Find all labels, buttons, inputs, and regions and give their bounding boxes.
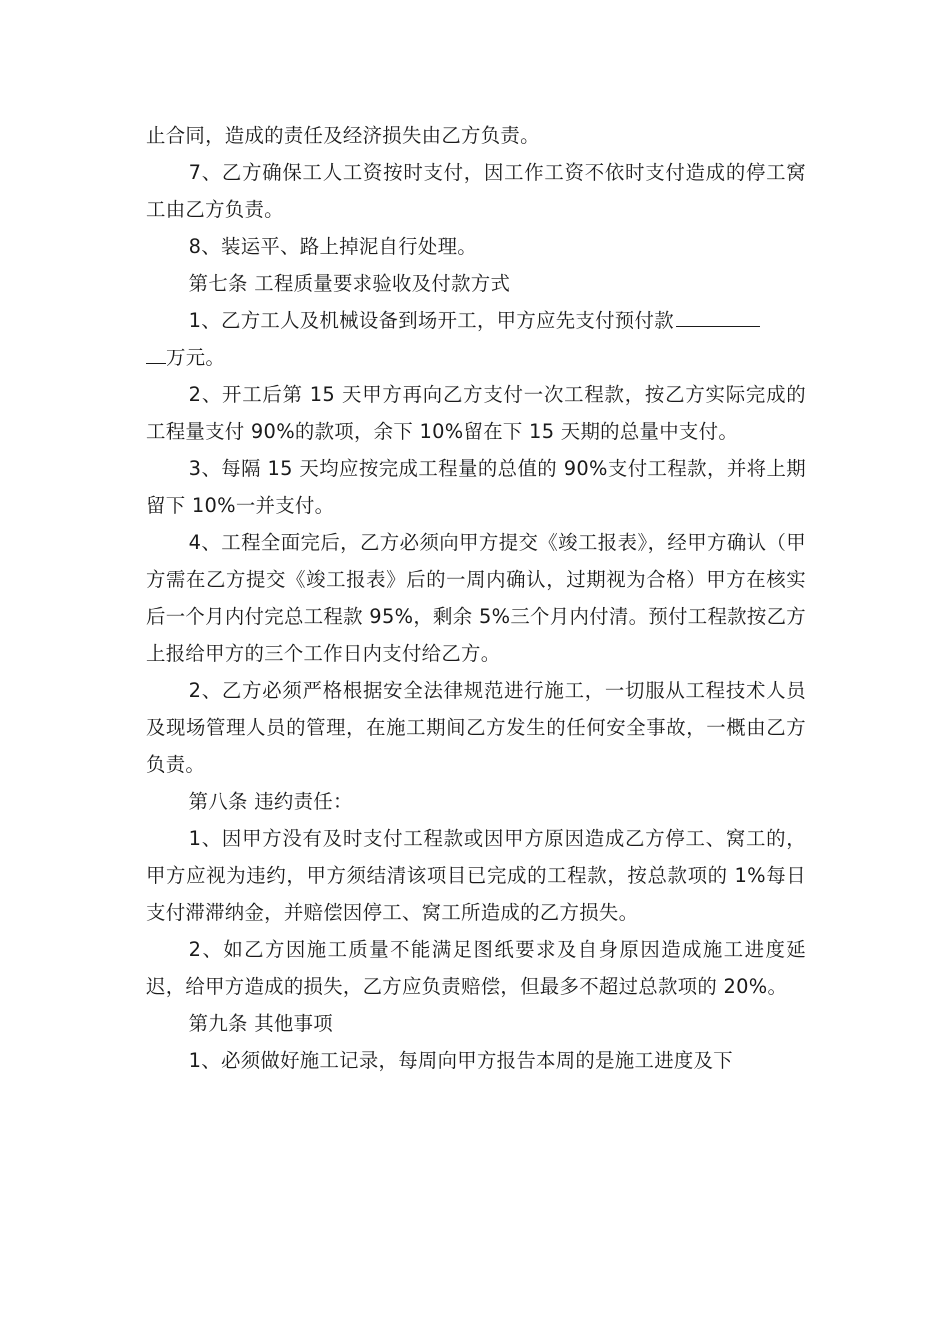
advance-unit-text: 万元。 <box>166 346 226 369</box>
paragraph-completion-report: 4、工程全面完后，乙方必须向甲方提交《竣工报表》，经甲方确认（甲方需在乙方提交《竣工报表》后的一周内确认，过期视为合格）甲方在核实后一个月内付完总工程款 95%，剩余 5%三个月内付清。预付工程款按乙方上报给甲方的三个工作日内支付给乙方。 <box>146 531 806 665</box>
paragraph-periodic-payment: 3、每隔 15 天均应按完成工程量的总值的 90%支付工程款，并将上期留下 10%一并支付。 <box>146 457 806 517</box>
document-page <box>146 117 806 1079</box>
paragraph-safety: 2、乙方必须严格根据安全法律规范进行施工，一切服从工程技术人员及现场管理人员的管理，在施工期间乙方发生的任何安全事故，一概由乙方负责。 <box>146 679 806 776</box>
paragraph-advance-payment-cont <box>146 339 806 376</box>
advance-payment-text: 1、乙方工人及机械设备到场开工，甲方应先支付预付款 <box>188 309 674 332</box>
paragraph-party-b-breach: 2、如乙方因施工质量不能满足图纸要求及自身原因造成施工进度延迟，给甲方造成的损失，乙方应负责赔偿，但最多不超过总款项的 20%。 <box>146 938 806 998</box>
heading-article-9: 第九条 其他事项 <box>188 1012 333 1035</box>
heading-article-7: 第七条 工程质量要求验收及付款方式 <box>188 272 511 295</box>
paragraph-construction-records: 1、必须做好施工记录，每周向甲方报告本周的是施工进度及下 <box>188 1049 733 1072</box>
paragraph-advance-payment <box>146 302 806 339</box>
advance-amount-blank-cont <box>146 344 166 364</box>
paragraph-termination-liability: 止合同，造成的责任及经济损失由乙方负责。 <box>146 124 540 147</box>
heading-article-8: 第八条 违约责任： <box>188 790 353 813</box>
paragraph-day15-payment: 2、开工后第 15 天甲方再向乙方支付一次工程款，按乙方实际完成的工程量支付 90%的款项，余下 10%留在下 15 天期的总量中支付。 <box>146 383 806 443</box>
paragraph-wage-payment: 7、乙方确保工人工资按时支付，因工作工资不依时支付造成的停工窝工由乙方负责。 <box>146 161 806 221</box>
paragraph-mud-handling: 8、装运平、路上掉泥自行处理。 <box>188 235 477 258</box>
paragraph-party-a-breach: 1、因甲方没有及时支付工程款或因甲方原因造成乙方停工、窝工的，甲方应视为违约，甲方须结清该项目已完成的工程款，按总款项的 1%每日支付滞滞纳金，并赔偿因停工、窝工所造成的乙方损失。 <box>146 827 806 924</box>
advance-amount-blank <box>676 307 760 327</box>
